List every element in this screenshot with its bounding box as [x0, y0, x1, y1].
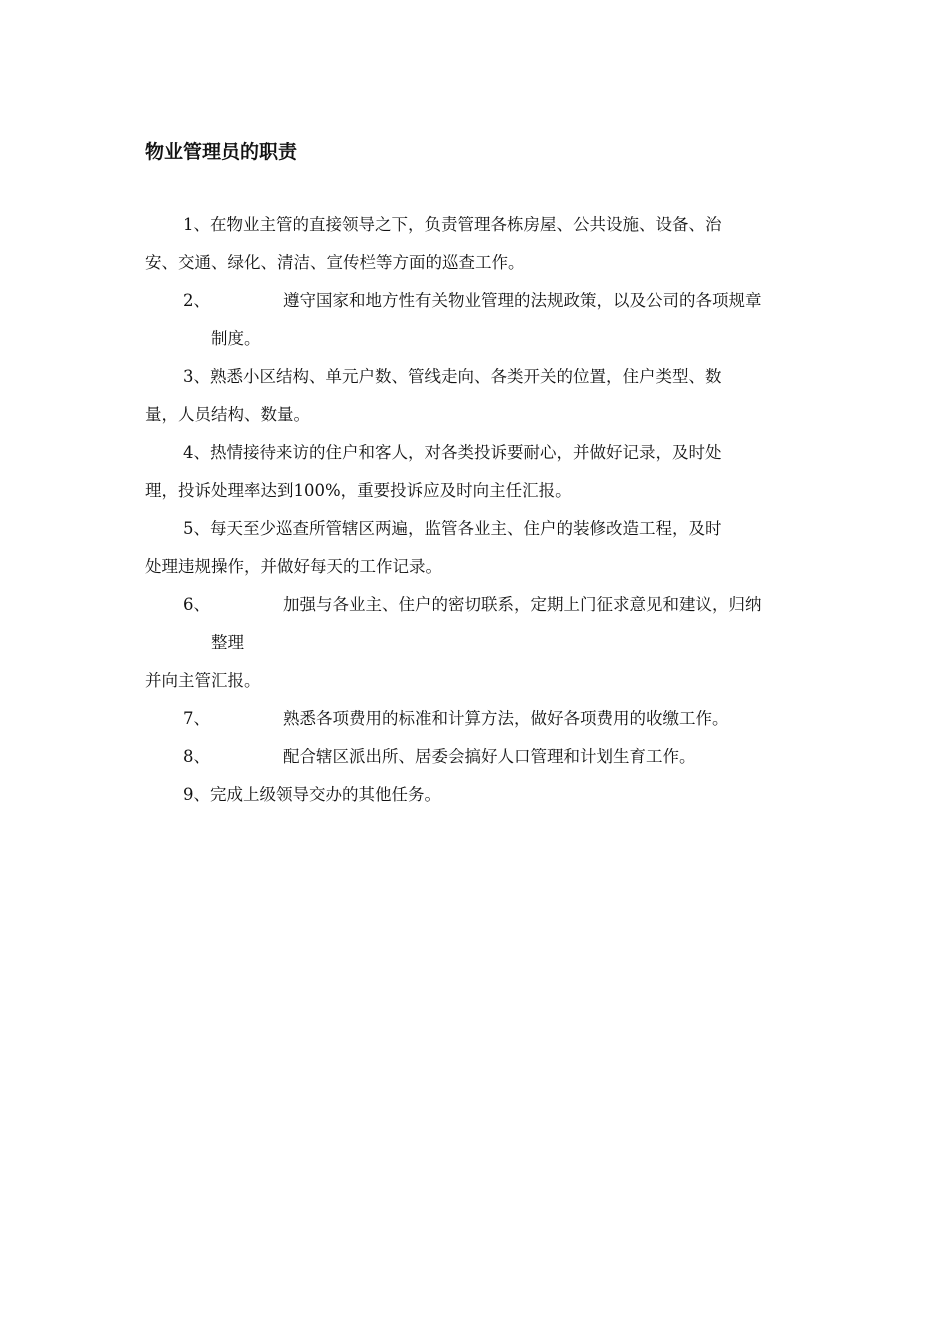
duty-item-4-line-1: 4、热情接待来访的住户和客人，对各类投诉要耐心，并做好记录，及时处: [183, 443, 722, 462]
duty-item-9: [145, 776, 807, 814]
duty-item-8: [145, 738, 807, 776]
duty-item-1: [145, 206, 807, 282]
duty-item-8-line-1: 配合辖区派出所、居委会搞好人口管理和计划生育工作。: [283, 747, 696, 766]
duty-item-6-line-1: 加强与各业主、住户的密切联系，定期上门征求意见和建议，归纳: [283, 595, 762, 614]
duty-item-2: [145, 282, 807, 358]
duty-item-1-line-1: 1、在物业主管的直接领导之下，负责管理各栋房屋、公共设施、设备、治: [183, 215, 722, 234]
duty-item-7-line-1: 熟悉各项费用的标准和计算方法，做好各项费用的收缴工作。: [283, 709, 729, 728]
duty-item-6-line-2: 整理: [211, 633, 244, 652]
duty-item-1-line-2: 安、交通、绿化、清洁、宣传栏等方面的巡查工作。: [145, 253, 525, 272]
duty-item-4-line-2: 理，投诉处理率达到100%，重要投诉应及时向主任汇报。: [145, 481, 572, 500]
duty-item-2-number: 2、: [183, 291, 210, 310]
duty-item-9-line-1: 9、完成上级领导交办的其他任务。: [183, 785, 441, 804]
duty-item-3: [145, 358, 807, 434]
duty-item-6-number: 6、: [183, 595, 210, 614]
duty-item-6-line-3: 并向主管汇报。: [145, 671, 261, 690]
duty-item-6: [145, 586, 807, 700]
duty-item-5-line-1: 5、每天至少巡查所管辖区两遍，监管各业主、住户的装修改造工程，及时: [183, 519, 722, 538]
duty-item-8-number: 8、: [183, 747, 210, 766]
duty-item-3-line-1: 3、熟悉小区结构、单元户数、管线走向、各类开关的位置，住户类型、数: [183, 367, 722, 386]
document-title: 物业管理员的职责: [145, 141, 298, 163]
document-body: [145, 206, 807, 814]
duty-item-3-line-2: 量，人员结构、数量。: [145, 405, 310, 424]
duty-item-4: [145, 434, 807, 510]
duty-item-2-line-1: 遵守国家和地方性有关物业管理的法规政策，以及公司的各项规章: [283, 291, 762, 310]
duty-item-5: [145, 510, 807, 586]
duty-item-7: [145, 700, 807, 738]
duty-item-5-line-2: 处理违规操作，并做好每天的工作记录。: [145, 557, 442, 576]
duty-item-7-number: 7、: [183, 709, 210, 728]
duty-item-2-line-2: 制度。: [211, 329, 261, 348]
